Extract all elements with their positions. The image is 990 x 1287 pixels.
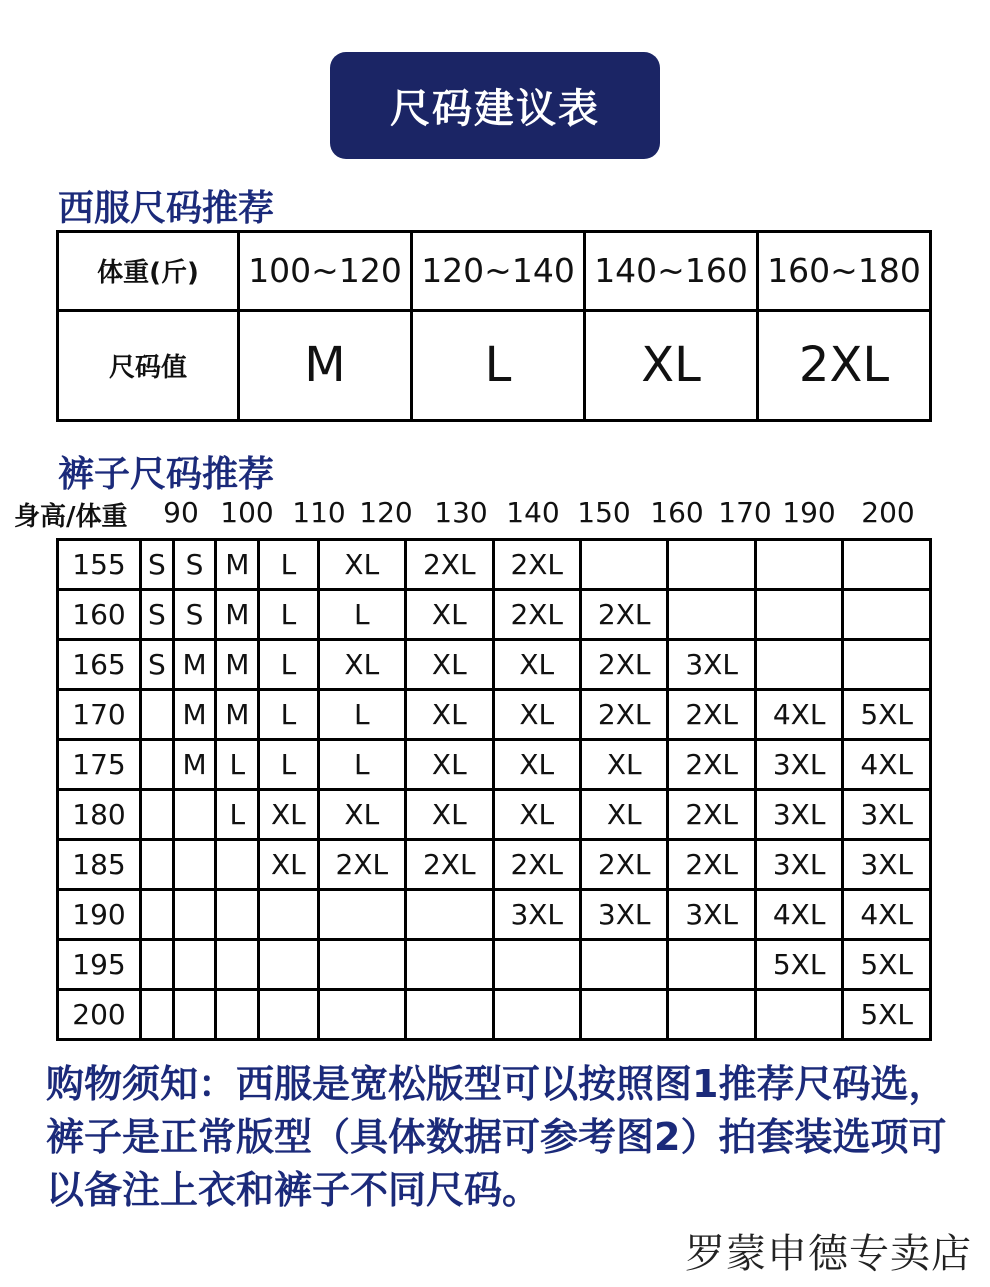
pants-size-cell bbox=[173, 890, 216, 940]
pants-size-cell: XL bbox=[259, 840, 318, 890]
suit-weight-cell: 160~180 bbox=[758, 232, 931, 311]
pants-weight-label: 170 bbox=[718, 496, 772, 529]
pants-size-cell bbox=[580, 540, 667, 590]
pants-size-cell bbox=[216, 940, 259, 990]
suit-weight-label: 体重(斤) bbox=[58, 232, 239, 311]
suit-weight-row bbox=[58, 232, 931, 311]
pants-size-cell: L bbox=[259, 540, 318, 590]
pants-height-cell: 200 bbox=[58, 990, 141, 1040]
pants-size-cell: XL bbox=[406, 590, 493, 640]
pants-height-cell: 195 bbox=[58, 940, 141, 990]
pants-weight-label: 90 bbox=[163, 496, 199, 529]
pants-size-cell bbox=[843, 540, 931, 590]
pants-size-heading: 裤子尺码推荐 bbox=[58, 454, 275, 495]
pants-size-cell bbox=[173, 940, 216, 990]
pants-size-cell: 2XL bbox=[580, 690, 667, 740]
suit-size-cell: XL bbox=[585, 310, 758, 420]
pants-size-cell bbox=[141, 690, 174, 740]
pants-size-table bbox=[56, 538, 932, 1041]
pants-size-cell bbox=[173, 990, 216, 1040]
table-row bbox=[58, 740, 931, 790]
pants-weight-label: 110 bbox=[292, 496, 346, 529]
pants-size-cell: 4XL bbox=[755, 690, 842, 740]
pants-size-cell bbox=[216, 890, 259, 940]
pants-size-cell bbox=[173, 790, 216, 840]
pants-weight-label: 160 bbox=[650, 496, 704, 529]
pants-size-cell bbox=[580, 990, 667, 1040]
pants-size-cell bbox=[141, 840, 174, 890]
pants-size-cell: M bbox=[216, 690, 259, 740]
table-row bbox=[58, 590, 931, 640]
pants-size-cell: 3XL bbox=[668, 890, 755, 940]
pants-size-cell bbox=[668, 540, 755, 590]
pants-size-cell: L bbox=[259, 590, 318, 640]
shopping-notice: 购物须知：西服是宽松版型可以按照图1推荐尺码选，裤子是正常版型（具体数据可参考图2）拍套装选项可以备注上衣和裤子不同尺码。 bbox=[46, 1062, 947, 1212]
pants-size-cell: XL bbox=[406, 790, 493, 840]
suit-size-table bbox=[56, 230, 932, 422]
pants-size-cell bbox=[259, 940, 318, 990]
pants-size-cell: 5XL bbox=[843, 690, 931, 740]
pants-size-cell bbox=[141, 740, 174, 790]
pants-size-cell bbox=[493, 990, 580, 1040]
pants-size-cell: 2XL bbox=[668, 840, 755, 890]
pants-size-cell: XL bbox=[318, 640, 405, 690]
pants-size-cell: 2XL bbox=[406, 540, 493, 590]
pants-size-cell bbox=[141, 990, 174, 1040]
pants-weight-header bbox=[0, 496, 990, 534]
pants-size-cell: 3XL bbox=[580, 890, 667, 940]
pants-size-cell bbox=[493, 940, 580, 990]
pants-size-cell bbox=[216, 840, 259, 890]
suit-size-label: 尺码值 bbox=[58, 310, 239, 420]
pants-size-cell: XL bbox=[493, 740, 580, 790]
pants-size-cell: S bbox=[141, 640, 174, 690]
suit-weight-cell: 100~120 bbox=[239, 232, 412, 311]
suit-size-cell: M bbox=[239, 310, 412, 420]
pants-size-cell: L bbox=[216, 790, 259, 840]
pants-size-cell: S bbox=[141, 590, 174, 640]
pants-size-cell: L bbox=[318, 690, 405, 740]
pants-height-cell: 180 bbox=[58, 790, 141, 840]
pants-size-cell bbox=[318, 890, 405, 940]
pants-size-cell: S bbox=[173, 540, 216, 590]
pants-size-cell: XL bbox=[493, 690, 580, 740]
pants-size-cell: 2XL bbox=[580, 840, 667, 890]
pants-size-cell: XL bbox=[406, 640, 493, 690]
pants-size-cell: L bbox=[259, 690, 318, 740]
pants-size-cell: S bbox=[173, 590, 216, 640]
pants-size-cell: L bbox=[259, 640, 318, 690]
pants-size-cell bbox=[259, 890, 318, 940]
table-row bbox=[58, 540, 931, 590]
table-row bbox=[58, 940, 931, 990]
pants-size-cell: 2XL bbox=[580, 590, 667, 640]
suit-size-cell: L bbox=[412, 310, 585, 420]
pants-size-cell bbox=[755, 990, 842, 1040]
pants-size-cell bbox=[843, 590, 931, 640]
pants-size-cell bbox=[755, 590, 842, 640]
pants-size-cell bbox=[580, 940, 667, 990]
pants-height-cell: 185 bbox=[58, 840, 141, 890]
table-row bbox=[58, 990, 931, 1040]
pants-size-cell: 3XL bbox=[755, 740, 842, 790]
pants-size-cell bbox=[141, 890, 174, 940]
pants-size-cell: 2XL bbox=[493, 540, 580, 590]
pants-size-cell bbox=[755, 640, 842, 690]
pants-corner-label: 身高/体重 bbox=[14, 502, 128, 532]
pants-height-cell: 165 bbox=[58, 640, 141, 690]
pants-height-cell: 160 bbox=[58, 590, 141, 640]
pants-size-cell: 4XL bbox=[843, 740, 931, 790]
pants-size-cell: 3XL bbox=[843, 790, 931, 840]
suit-size-heading: 西服尺码推荐 bbox=[58, 188, 275, 229]
pants-size-cell: L bbox=[216, 740, 259, 790]
pants-size-cell: XL bbox=[259, 790, 318, 840]
pants-weight-label: 200 bbox=[861, 496, 915, 529]
pants-size-cell: XL bbox=[318, 540, 405, 590]
table-row bbox=[58, 790, 931, 840]
table-row bbox=[58, 690, 931, 740]
pants-height-cell: 190 bbox=[58, 890, 141, 940]
pants-size-cell bbox=[755, 540, 842, 590]
page-title: 尺码建议表 bbox=[330, 52, 660, 159]
pants-size-cell: 2XL bbox=[493, 840, 580, 890]
pants-size-cell: 4XL bbox=[755, 890, 842, 940]
pants-weight-label: 130 bbox=[434, 496, 488, 529]
pants-size-cell bbox=[318, 990, 405, 1040]
table-row bbox=[58, 890, 931, 940]
pants-size-cell: 3XL bbox=[668, 640, 755, 690]
suit-size-row bbox=[58, 310, 931, 420]
pants-size-cell bbox=[318, 940, 405, 990]
store-name: 罗蒙申德专卖店 bbox=[685, 1231, 972, 1277]
suit-weight-cell: 120~140 bbox=[412, 232, 585, 311]
pants-size-cell: S bbox=[141, 540, 174, 590]
pants-size-cell: L bbox=[318, 590, 405, 640]
pants-size-cell: 3XL bbox=[493, 890, 580, 940]
pants-size-cell: 5XL bbox=[755, 940, 842, 990]
pants-height-cell: 175 bbox=[58, 740, 141, 790]
pants-size-cell: XL bbox=[493, 790, 580, 840]
pants-size-cell: 2XL bbox=[493, 590, 580, 640]
pants-weight-label: 100 bbox=[220, 496, 274, 529]
suit-size-cell: 2XL bbox=[758, 310, 931, 420]
pants-size-cell: 2XL bbox=[668, 690, 755, 740]
pants-weight-label: 190 bbox=[782, 496, 836, 529]
pants-size-cell: L bbox=[318, 740, 405, 790]
pants-size-cell: 3XL bbox=[755, 840, 842, 890]
pants-size-cell: 3XL bbox=[755, 790, 842, 840]
pants-size-cell: 4XL bbox=[843, 890, 931, 940]
pants-size-cell: XL bbox=[580, 740, 667, 790]
pants-size-cell bbox=[406, 940, 493, 990]
suit-weight-cell: 140~160 bbox=[585, 232, 758, 311]
table-row bbox=[58, 840, 931, 890]
pants-size-cell bbox=[406, 890, 493, 940]
pants-height-cell: 170 bbox=[58, 690, 141, 740]
pants-size-cell: M bbox=[173, 740, 216, 790]
pants-size-cell bbox=[668, 990, 755, 1040]
pants-size-cell: M bbox=[216, 540, 259, 590]
pants-size-cell: XL bbox=[406, 740, 493, 790]
pants-size-cell: M bbox=[173, 690, 216, 740]
pants-weight-label: 140 bbox=[506, 496, 560, 529]
pants-size-cell: 2XL bbox=[580, 640, 667, 690]
pants-size-cell: 2XL bbox=[318, 840, 405, 890]
pants-size-cell: XL bbox=[318, 790, 405, 840]
pants-size-cell bbox=[668, 590, 755, 640]
pants-size-cell: M bbox=[216, 590, 259, 640]
pants-size-cell bbox=[173, 840, 216, 890]
pants-size-cell: L bbox=[259, 740, 318, 790]
pants-size-cell: XL bbox=[493, 640, 580, 690]
pants-size-cell bbox=[668, 940, 755, 990]
pants-size-cell: 5XL bbox=[843, 990, 931, 1040]
pants-size-cell bbox=[141, 790, 174, 840]
pants-size-cell: XL bbox=[580, 790, 667, 840]
pants-size-cell bbox=[259, 990, 318, 1040]
pants-size-cell: 2XL bbox=[406, 840, 493, 890]
pants-size-cell: 2XL bbox=[668, 790, 755, 840]
pants-size-cell: M bbox=[216, 640, 259, 690]
pants-size-cell bbox=[406, 990, 493, 1040]
pants-size-cell: 2XL bbox=[668, 740, 755, 790]
table-row bbox=[58, 640, 931, 690]
pants-size-cell: M bbox=[173, 640, 216, 690]
pants-size-cell: 3XL bbox=[843, 840, 931, 890]
pants-size-cell bbox=[843, 640, 931, 690]
pants-size-cell bbox=[216, 990, 259, 1040]
pants-height-cell: 155 bbox=[58, 540, 141, 590]
pants-weight-label: 150 bbox=[577, 496, 631, 529]
pants-size-cell: 5XL bbox=[843, 940, 931, 990]
pants-size-cell: XL bbox=[406, 690, 493, 740]
pants-weight-label: 120 bbox=[359, 496, 413, 529]
pants-size-cell bbox=[141, 940, 174, 990]
